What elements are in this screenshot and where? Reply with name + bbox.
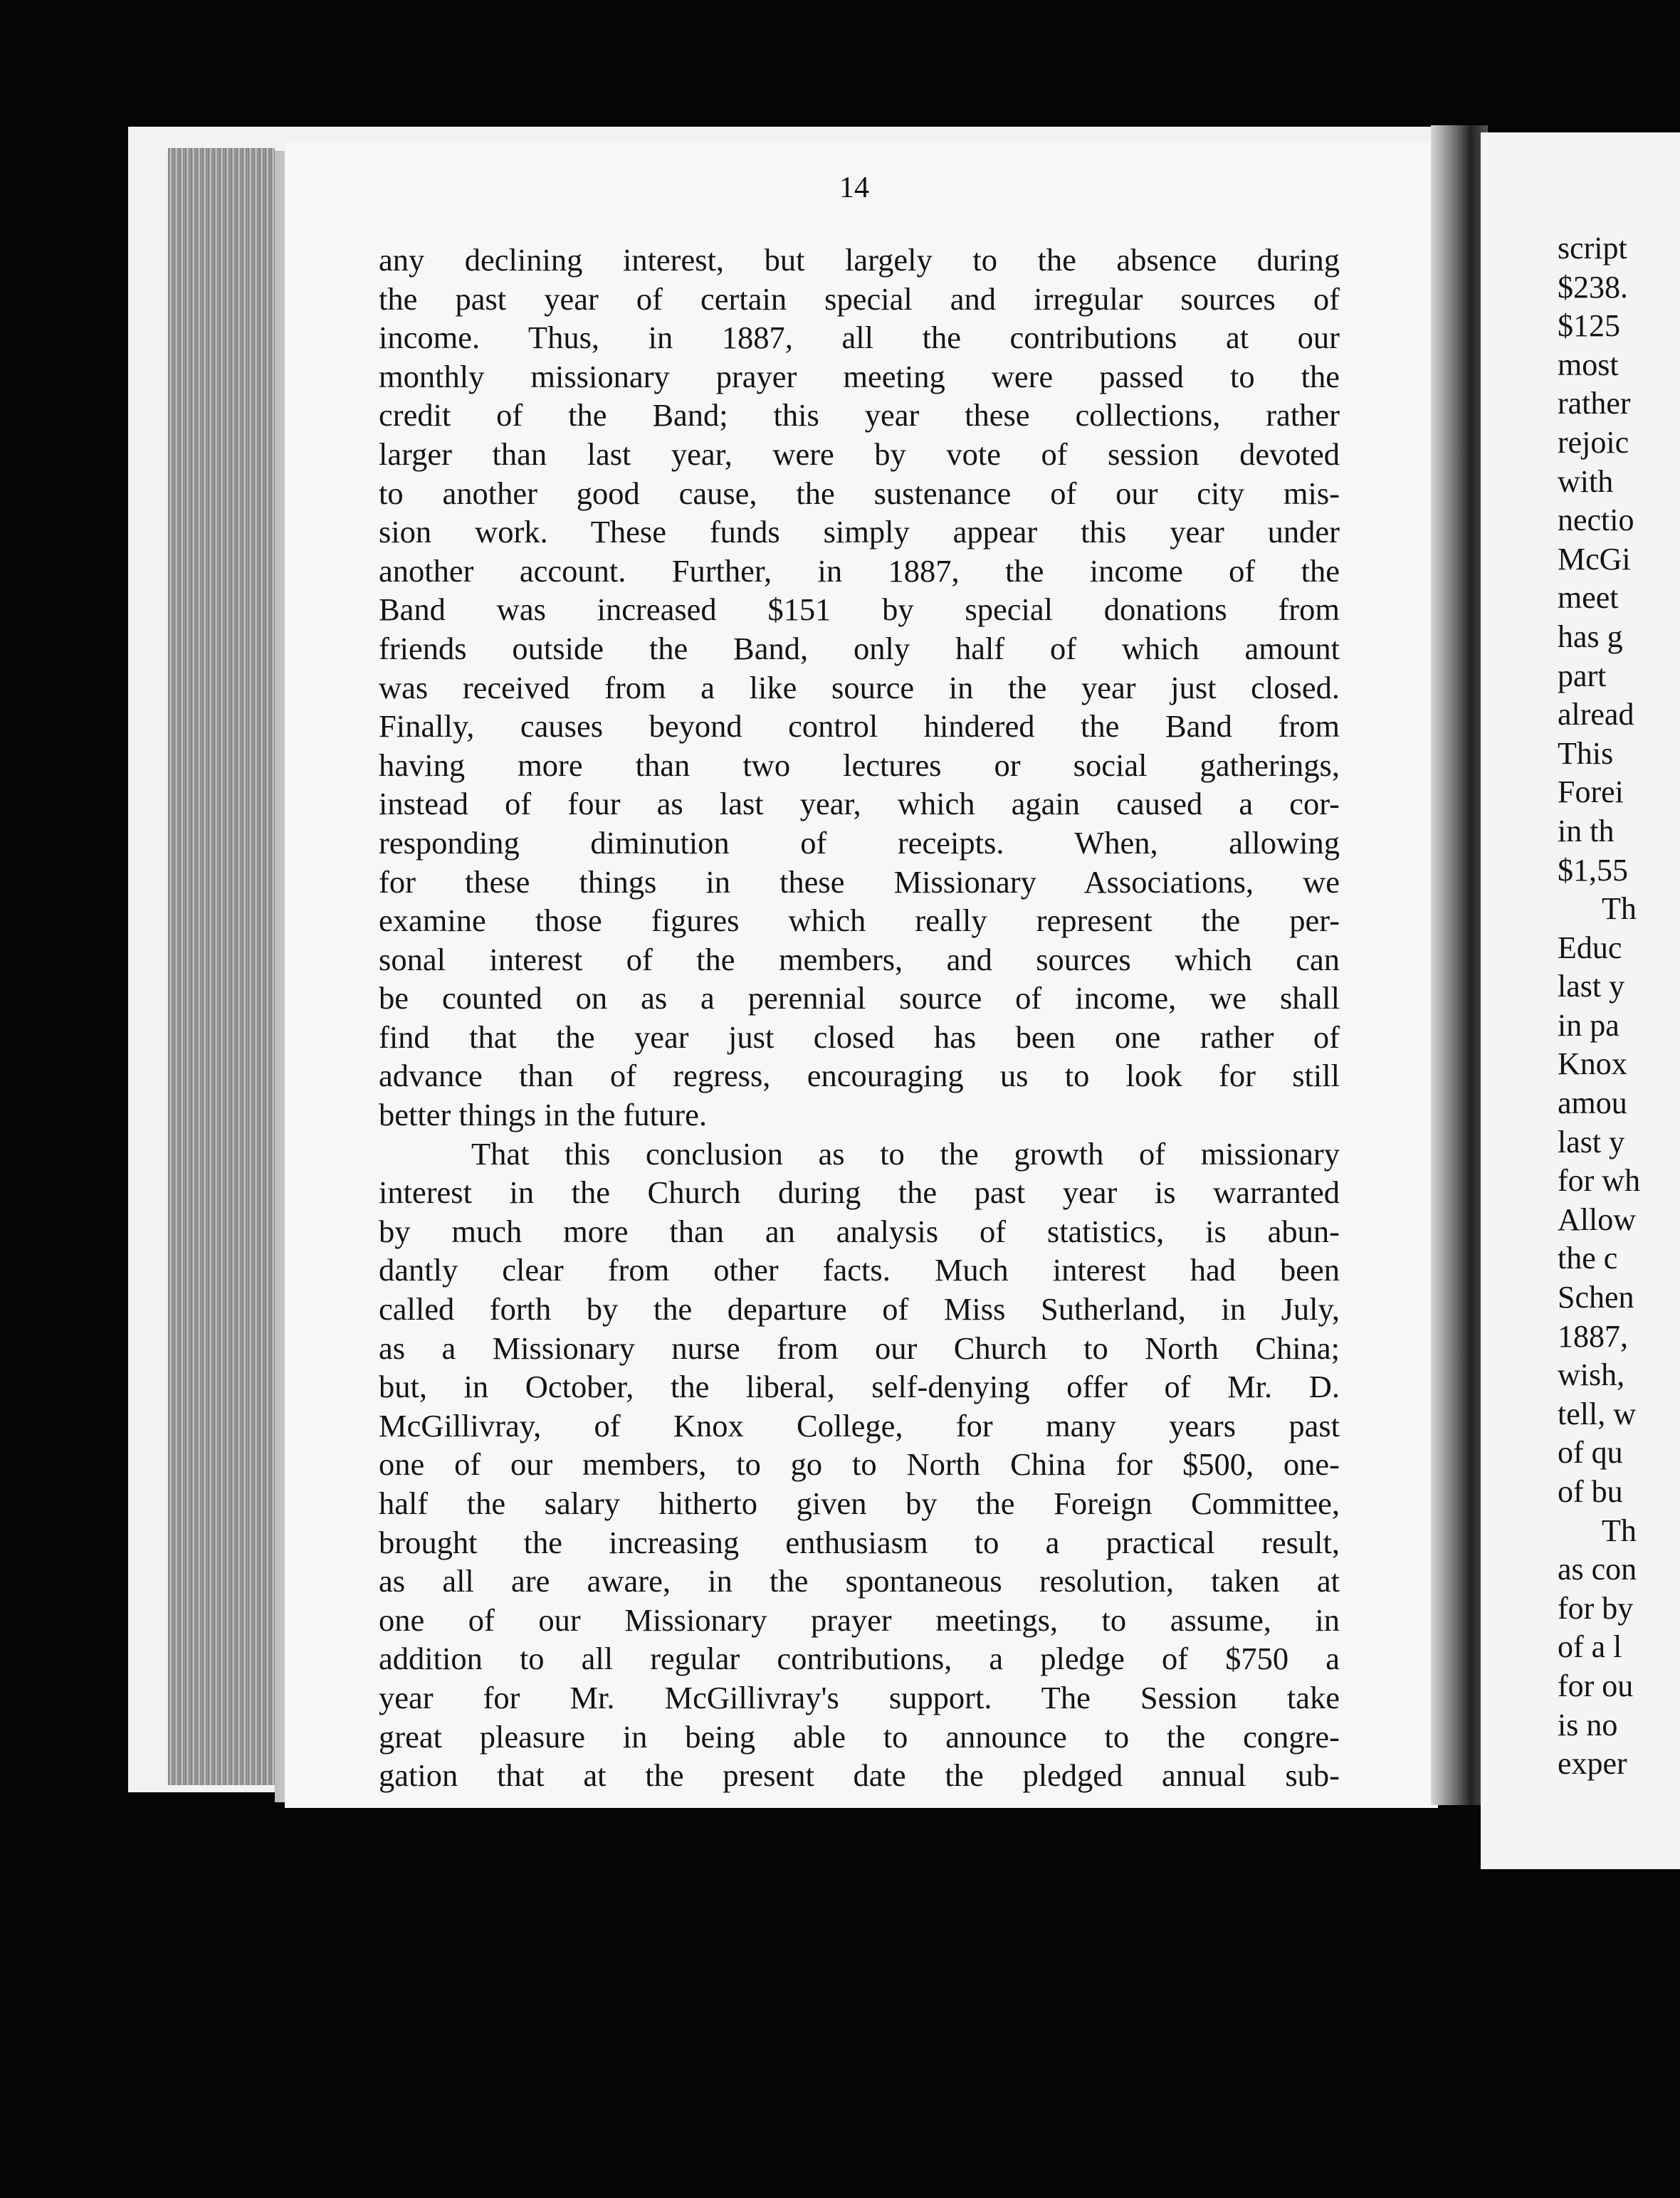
text-line: having more than two lectures or social gatherings, bbox=[379, 747, 1340, 783]
text-line-fragment: Forei bbox=[1558, 774, 1624, 810]
text-line: to another good cause, the sustenance of our city mis- bbox=[379, 475, 1340, 511]
text-line: interest in the Church during the past year is warranted bbox=[379, 1174, 1340, 1211]
text-line: the past year of certain special and irregular sources of bbox=[379, 280, 1340, 317]
text-line-fragment: in pa bbox=[1558, 1007, 1619, 1043]
text-line: be counted on as a perennial source of income, we shall bbox=[379, 980, 1340, 1016]
text-line-fragment: Th bbox=[1602, 891, 1637, 927]
text-line: dantly clear from other facts. Much interest had been bbox=[379, 1252, 1340, 1288]
text-line: Band was increased $151 by special donations from bbox=[379, 591, 1340, 628]
text-line: half the salary hitherto given by the Foreign Committee, bbox=[379, 1486, 1340, 1521]
text-line: examine those figures which really represent the per- bbox=[379, 903, 1340, 939]
left-page-text bbox=[379, 241, 1340, 1795]
text-line-fragment: nectio bbox=[1558, 503, 1634, 538]
text-line-fragment: is no bbox=[1558, 1707, 1618, 1742]
text-line-fragment: most bbox=[1558, 347, 1619, 382]
text-line-fragment: of a l bbox=[1558, 1629, 1622, 1665]
text-line-fragment: has g bbox=[1558, 619, 1623, 654]
text-line-fragment: as con bbox=[1558, 1552, 1637, 1587]
text-line: McGillivray, of Knox College, for many years past bbox=[379, 1407, 1340, 1444]
text-line-fragment: the c bbox=[1558, 1241, 1618, 1276]
text-line-fragment: in th bbox=[1558, 813, 1615, 848]
text-line: credit of the Band; this year these collections, rather bbox=[379, 397, 1340, 433]
text-line: but, in October, the liberal, self-denying offer of Mr. D. bbox=[379, 1369, 1340, 1405]
right-page-text bbox=[1558, 229, 1680, 1784]
text-line: year for Mr. McGillivray's support. The Session take bbox=[379, 1679, 1340, 1715]
text-line: by much more than an analysis of statistics, is abun- bbox=[379, 1213, 1340, 1249]
text-line: any declining interest, but largely to the absence during bbox=[379, 242, 1340, 278]
text-line: sonal interest of the members, and sources which can bbox=[379, 941, 1340, 977]
text-line: addition to all regular contributions, a pledge of $750 a bbox=[379, 1641, 1340, 1677]
page-edges bbox=[168, 148, 275, 1785]
text-line-fragment: of qu bbox=[1558, 1435, 1623, 1471]
text-line-fragment: last y bbox=[1558, 1124, 1625, 1160]
text-line-fragment: 1887, bbox=[1558, 1318, 1628, 1354]
text-line: another account. Further, in 1887, the income of the bbox=[379, 552, 1340, 589]
text-line: instead of four as last year, which again caused a cor- bbox=[379, 786, 1340, 822]
text-line-fragment: This bbox=[1558, 735, 1614, 771]
text-line-fragment: wish, bbox=[1558, 1357, 1625, 1393]
text-line-fragment: McGi bbox=[1558, 541, 1631, 577]
text-line: great pleasure in being able to announce to the congre- bbox=[379, 1718, 1340, 1755]
text-line: as a Missionary nurse from our Church to North China; bbox=[379, 1330, 1340, 1366]
text-line: responding diminution of receipts. When, allowing bbox=[379, 824, 1340, 861]
text-line: as all are aware, in the spontaneous resolution, taken at bbox=[379, 1563, 1340, 1599]
text-line: gation that at the present date the pledged annual sub- bbox=[379, 1757, 1340, 1794]
text-line-fragment: amou bbox=[1558, 1085, 1627, 1121]
text-line-fragment: part bbox=[1558, 658, 1607, 693]
text-line: advance than of regress, encouraging us to look for still bbox=[379, 1058, 1340, 1094]
text-line-fragment: script bbox=[1558, 231, 1627, 265]
text-line-fragment: for ou bbox=[1558, 1668, 1634, 1703]
text-line: Finally, causes beyond control hindered the Band from bbox=[379, 708, 1340, 745]
text-line-fragment: of bu bbox=[1558, 1474, 1623, 1509]
text-line-fragment: Educ bbox=[1558, 930, 1622, 965]
text-line-fragment: last y bbox=[1558, 969, 1625, 1004]
page-number: 14 bbox=[839, 172, 869, 204]
text-line: called forth by the departure of Miss Sutherland, in July, bbox=[379, 1291, 1340, 1327]
text-line-fragment: Th bbox=[1602, 1513, 1637, 1548]
text-line-fragment: for by bbox=[1558, 1590, 1634, 1626]
text-line: for these things in these Missionary Associations, we bbox=[379, 863, 1340, 900]
text-line-fragment: rather bbox=[1558, 386, 1631, 421]
text-line: sion work. These funds simply appear this year under bbox=[379, 514, 1340, 550]
text-line-fragment: $125 bbox=[1558, 308, 1620, 344]
text-line-fragment: Knox bbox=[1558, 1046, 1627, 1082]
text-line: That this conclusion as to the growth of missionary bbox=[471, 1135, 1340, 1172]
book-gutter bbox=[1431, 125, 1488, 1805]
text-line: find that the year just closed has been one rather of bbox=[379, 1019, 1340, 1055]
text-line-fragment: $238. bbox=[1558, 269, 1628, 305]
text-line: friends outside the Band, only half of which amount bbox=[379, 630, 1340, 666]
text-line: larger than last year, were by vote of session devoted bbox=[379, 436, 1340, 472]
text-line: was received from a like source in the year just closed. bbox=[379, 669, 1340, 705]
text-line-fragment: meet bbox=[1558, 580, 1619, 616]
text-line: monthly missionary prayer meeting were passed to the bbox=[379, 358, 1340, 394]
text-line-fragment: $1,55 bbox=[1558, 852, 1628, 888]
text-line-fragment: rejoic bbox=[1558, 424, 1629, 460]
text-line: better things in the future. bbox=[379, 1097, 707, 1133]
text-line: income. Thus, in 1887, all the contributions at our bbox=[379, 320, 1340, 356]
text-line-fragment: with bbox=[1558, 463, 1614, 499]
text-line: one of our Missionary prayer meetings, to assume, in bbox=[379, 1602, 1340, 1638]
text-line: brought the increasing enthusiasm to a practical result, bbox=[379, 1524, 1340, 1560]
text-line-fragment: for wh bbox=[1558, 1163, 1641, 1199]
text-line: one of our members, to go to North China for $500, one- bbox=[379, 1446, 1340, 1483]
text-line-fragment: Schen bbox=[1558, 1280, 1634, 1315]
text-line-fragment: alread bbox=[1558, 697, 1634, 732]
text-line-fragment: Allow bbox=[1558, 1201, 1636, 1237]
text-line-fragment: exper bbox=[1558, 1746, 1627, 1782]
text-line-fragment: tell, w bbox=[1558, 1396, 1636, 1431]
